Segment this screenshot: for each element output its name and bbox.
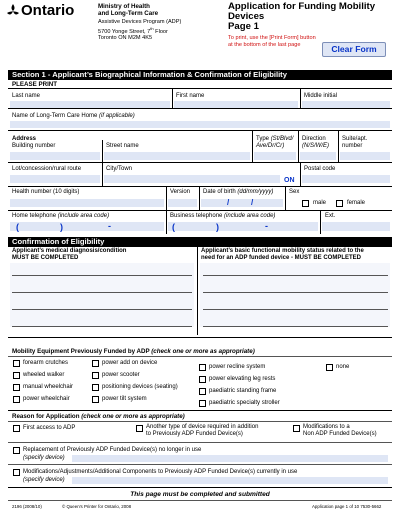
power-wheelchair-label: power wheelchair <box>23 396 70 402</box>
none-label: none <box>336 364 350 370</box>
please-print-label: PLEASE PRINT <box>12 81 58 88</box>
positioning-devices-checkbox[interactable] <box>92 384 99 391</box>
none-checkbox[interactable] <box>326 364 333 371</box>
home-telephone-field[interactable] <box>10 222 164 231</box>
functional-status-label-2: need for an ADP funded device - MUST BE COMPLETED <box>201 255 362 261</box>
copyright: © Queen’s Printer for Ontario, 2008 <box>62 504 132 509</box>
modifications-non-adp-checkbox[interactable] <box>293 425 300 432</box>
home-tel-open-paren: ( <box>16 222 19 232</box>
print-note-line2: at the bottom of the last page <box>228 41 301 48</box>
direction-note-label: (N/S/W/E) <box>302 143 329 149</box>
home-tel-close-paren: ) <box>60 222 63 232</box>
diagnosis-label: Applicant’s medical diagnosis/condition <box>12 248 127 254</box>
reason-title: Reason for Application (check one or more as appropriate) <box>12 413 185 420</box>
dob-separator-1: / <box>227 198 230 207</box>
form-page-title: Page 1 <box>228 21 259 32</box>
power-add-on-label: power add on device <box>102 360 158 366</box>
last-name-label: Last name <box>12 93 41 99</box>
replacement-checkbox[interactable] <box>13 447 20 454</box>
lot-concession-field[interactable] <box>10 175 100 183</box>
first-name-field[interactable] <box>174 101 298 108</box>
paediatric-standing-frame-label: paediatric standing frame <box>209 388 277 394</box>
functional-status-field[interactable] <box>200 263 390 327</box>
first-access-label: First access to ADP <box>23 425 76 431</box>
version-label: Version <box>170 189 191 195</box>
type-note-label: Ave/Dr/Cr) <box>256 143 285 149</box>
lot-concession-label: Lot/concession/rural route <box>12 166 82 172</box>
ministry-line1: Ministry of Health <box>98 3 150 10</box>
manual-wheelchair-checkbox[interactable] <box>13 384 20 391</box>
form-number: 2196 (2008/10) <box>12 504 42 509</box>
manual-wheelchair-label: manual wheelchair <box>23 384 74 390</box>
male-label: male <box>313 200 327 206</box>
building-number-field[interactable] <box>10 152 100 160</box>
power-tilt-checkbox[interactable] <box>92 396 99 403</box>
female-label: female <box>347 200 366 206</box>
home-telephone-label: Home telephone (include area code) <box>12 213 110 219</box>
power-recline-checkbox[interactable] <box>199 364 206 371</box>
modifications-adp-label: Modifications/Adjustments/Additional Components to Previously ADP Funded Device(s) currently in use <box>23 469 298 475</box>
health-number-field[interactable] <box>10 199 164 207</box>
ontario-logo <box>6 2 75 22</box>
power-scooter-checkbox[interactable] <box>92 372 99 379</box>
section1-title: Section 1 - Applicant’s Biographical Information & Confirmation of Eligibility <box>8 70 392 80</box>
diagnosis-required-label: MUST BE COMPLETED <box>12 255 79 261</box>
ltc-home-field[interactable] <box>10 121 390 128</box>
bus-tel-close-paren: ) <box>216 222 219 232</box>
ltc-home-label: Name of Long-Term Care Home (if applicable) <box>12 113 135 119</box>
program-name: Assistive Devices Program (ADP) <box>98 19 182 25</box>
paediatric-standing-frame-checkbox[interactable] <box>199 388 206 395</box>
direction-field[interactable] <box>300 152 336 160</box>
power-elevating-leg-rests-checkbox[interactable] <box>199 376 206 383</box>
modifications-adp-checkbox[interactable] <box>13 469 20 476</box>
replacement-specify-label: (specify device) <box>23 455 65 461</box>
modifications-non-adp-label-2: Non ADP Funded Device(s) <box>303 431 377 437</box>
replacement-label: Replacement of Previously ADP Funded Device(s) no longer in use <box>23 447 202 453</box>
modifications-non-adp-label: Modifications to a <box>303 424 350 430</box>
replacement-specify-field[interactable] <box>72 455 388 462</box>
form-title: Application for Funding Mobility Devices <box>228 1 376 22</box>
clear-form-button[interactable]: Clear Form <box>322 42 386 57</box>
middle-initial-label: Middle initial <box>304 93 338 99</box>
power-elevating-leg-rests-label: power elevating leg rests <box>209 376 276 382</box>
power-wheelchair-checkbox[interactable] <box>13 396 20 403</box>
address-line1: 5700 Yonge Street, 7th Floor <box>98 25 168 35</box>
first-name-label: First name <box>176 93 205 99</box>
eligibility-title: Confirmation of Eligibility <box>8 237 392 247</box>
must-complete-note: This page must be completed and submitted <box>130 491 270 498</box>
middle-initial-field[interactable] <box>302 101 390 108</box>
type-label: Type (St/Blvd/ <box>256 136 294 142</box>
address-label: Address <box>12 136 37 142</box>
dob-field[interactable] <box>201 199 283 207</box>
ministry-line2: and Long-Term Care <box>98 10 159 17</box>
street-name-label: Street name <box>106 143 139 149</box>
functional-status-label: Applicant’s basic functional mobility status related to the <box>201 248 364 254</box>
suite-label: Suite/apt. <box>342 136 368 142</box>
business-telephone-label: Business telephone (include area code) <box>170 213 276 219</box>
type-field[interactable] <box>254 152 296 160</box>
modifications-specify-field[interactable] <box>72 477 388 484</box>
org-name: Ontario <box>21 2 75 19</box>
suite-field[interactable] <box>340 152 390 160</box>
bus-tel-open-paren: ( <box>172 222 175 232</box>
direction-label: Direction <box>302 136 326 142</box>
city-field[interactable] <box>104 175 280 183</box>
extension-field[interactable] <box>322 222 390 231</box>
female-checkbox[interactable] <box>336 200 343 207</box>
extension-label: Ext. <box>325 213 336 219</box>
wheeled-walker-label: wheeled walker <box>23 372 65 378</box>
dob-separator-2: / <box>251 198 254 207</box>
home-tel-dash: - <box>108 221 111 231</box>
another-type-label: Another type of device required in addition <box>146 424 259 430</box>
prev-equipment-title: Mobility Equipment Previously Funded by ADP (check one or more as appropriate) <box>12 348 255 355</box>
sex-label: Sex <box>289 189 300 195</box>
another-type-checkbox[interactable] <box>136 425 143 432</box>
forearm-crutches-checkbox[interactable] <box>13 360 20 367</box>
modifications-specify-label: (specify device) <box>23 477 65 483</box>
power-recline-label: power recline system <box>209 364 266 370</box>
paediatric-stroller-checkbox[interactable] <box>199 400 206 407</box>
paediatric-stroller-label: paediatric specialty stroller <box>209 400 280 406</box>
print-note-line1: To print, use the [Print Form] button <box>228 35 316 41</box>
positioning-devices-label: positioning devices (seating) <box>102 384 178 390</box>
bus-tel-dash: - <box>265 221 268 231</box>
suite-label-2: number <box>342 143 363 149</box>
city-label: City/Town <box>106 166 133 172</box>
address-line2: Toronto ON M2M 4K5 <box>98 34 153 41</box>
wheeled-walker-checkbox[interactable] <box>13 372 20 379</box>
province-value: ON <box>284 177 295 184</box>
postal-code-label: Postal code <box>304 166 336 172</box>
dob-label: Date of birth (dd/mm/yyyy) <box>203 189 274 195</box>
last-name-field[interactable] <box>10 101 170 108</box>
diagnosis-field[interactable] <box>10 263 194 327</box>
trillium-icon <box>6 3 20 19</box>
postal-code-field[interactable] <box>302 175 390 183</box>
power-add-on-checkbox[interactable] <box>92 360 99 367</box>
power-tilt-label: power tilt system <box>102 396 147 402</box>
first-access-checkbox[interactable] <box>13 425 20 432</box>
page-info: Application page 1 of 10 7530-5662 <box>312 504 382 509</box>
power-scooter-label: power scooter <box>102 372 140 378</box>
building-number-label: Building number <box>12 143 56 149</box>
health-number-label: Health number (10 digits) <box>12 189 80 195</box>
forearm-crutches-label: forearm crutches <box>23 360 69 366</box>
street-name-field[interactable] <box>104 152 250 160</box>
male-checkbox[interactable] <box>302 200 309 207</box>
another-type-label-2: to Previously ADP Funded Device(s) <box>146 431 243 437</box>
version-field[interactable] <box>168 199 197 207</box>
business-telephone-field[interactable] <box>168 222 318 231</box>
